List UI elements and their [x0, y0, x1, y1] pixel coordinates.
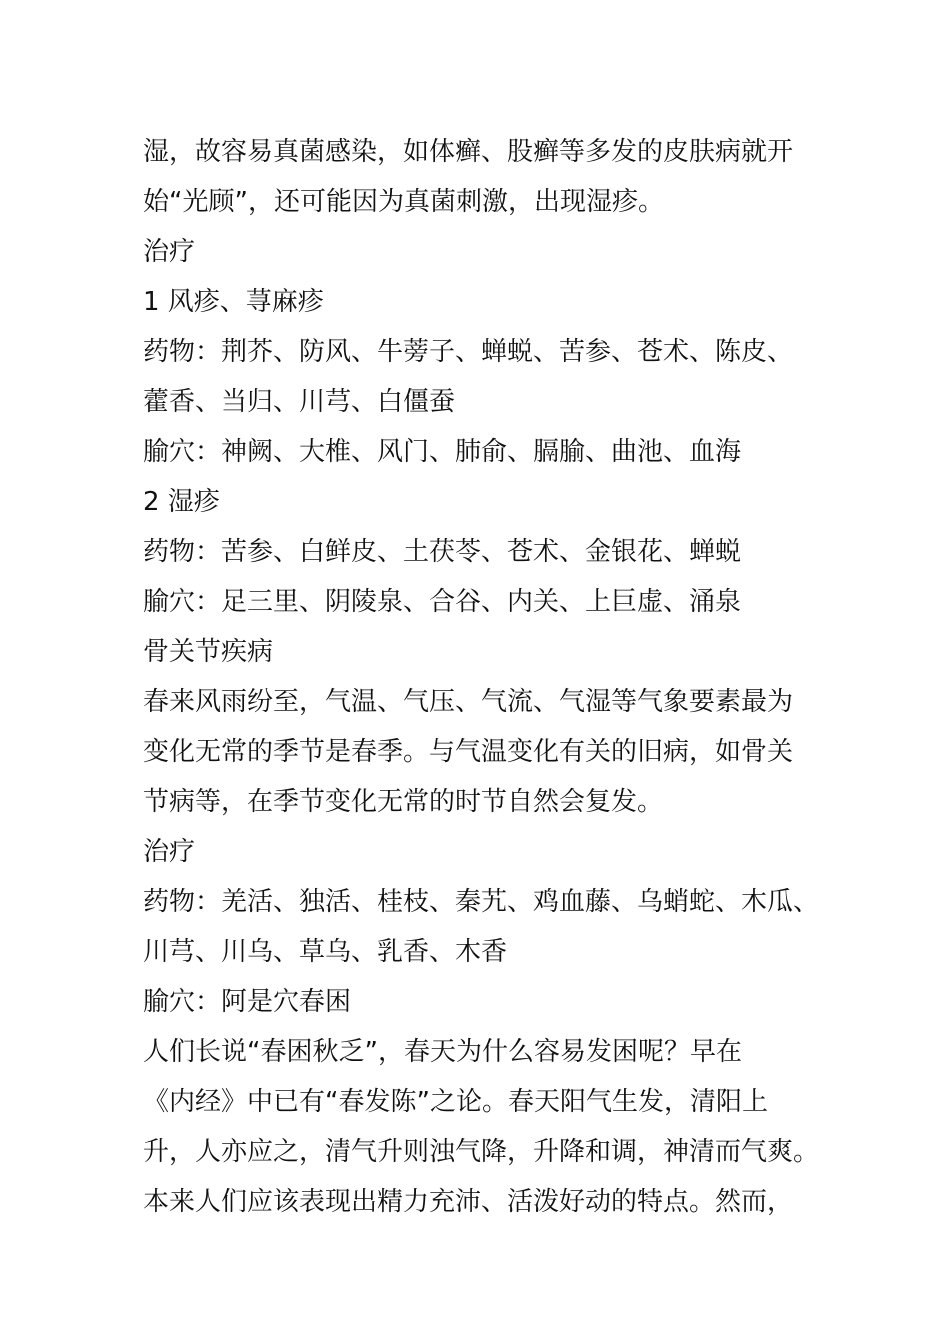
text-line: 本来人们应该表现出精力充沛、活泼好动的特点。然而，: [143, 1187, 794, 1217]
text-line: 节病等，在季节变化无常的时节自然会复发。: [143, 787, 664, 817]
text-line: 变化无常的季节是春季。与气温变化有关的旧病，如骨关: [143, 737, 794, 767]
text-line: 人们长说“春困秋乏”，春天为什么容易发困呢？早在: [143, 1037, 742, 1067]
text-line: 腧穴：阿是穴春困: [143, 987, 352, 1017]
text-line: 腧穴：神阙、大椎、风门、肺俞、膈腧、曲池、血海: [143, 437, 742, 467]
document-body: [143, 127, 820, 1227]
text-line: 湿，故容易真菌感染，如体癣、股癣等多发的皮肤病就开: [143, 137, 794, 167]
subsection-heading: 1 风疹、荨麻疹: [143, 287, 324, 317]
section-heading: 治疗: [143, 237, 196, 267]
section-heading: 治疗: [143, 837, 196, 867]
text-line: 升，人亦应之，清气升则浊气降，升降和调，神清而气爽。: [143, 1137, 820, 1167]
text-line: 川芎、川乌、草乌、乳香、木香: [143, 937, 508, 967]
text-line: 药物：苦参、白鲜皮、土茯苓、苍术、金银花、蝉蜕: [143, 537, 742, 567]
section-heading: 骨关节疾病: [143, 637, 274, 667]
text-line: 药物：羌活、独活、桂枝、秦艽、鸡血藤、乌蛸蛇、木瓜、: [143, 887, 820, 917]
text-line: 春来风雨纷至，气温、气压、气流、气湿等气象要素最为: [143, 687, 794, 717]
text-line: 藿香、当归、川芎、白僵蚕: [143, 387, 456, 417]
subsection-heading: 2 湿疹: [143, 487, 220, 517]
text-line: 药物：荆芥、防风、牛蒡子、蝉蜕、苦参、苍术、陈皮、: [143, 337, 794, 367]
text-line: 《内经》中已有“春发陈”之论。春天阳气生发，清阳上: [143, 1087, 768, 1117]
text-line: 腧穴：足三里、阴陵泉、合谷、内关、上巨虚、涌泉: [143, 587, 742, 617]
text-line: 始“光顾”，还可能因为真菌刺激，出现湿疹。: [143, 187, 664, 217]
